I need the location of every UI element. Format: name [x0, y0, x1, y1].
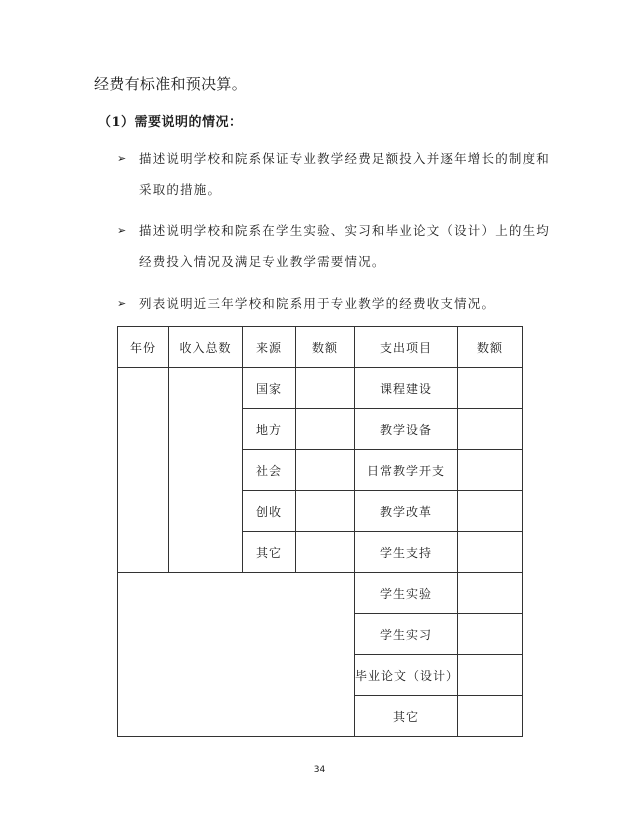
amount-cell [296, 450, 355, 491]
budget-table [117, 326, 523, 737]
arrow-bullet-icon: ➢ [117, 297, 128, 310]
expense-item-cell: 日常教学开支 [355, 450, 458, 491]
header-cell-total-income: 收入总数 [169, 327, 243, 368]
arrow-bullet-icon: ➢ [117, 224, 128, 237]
header-cell-amount: 数额 [458, 327, 523, 368]
expense-item-cell: 教学改革 [355, 491, 458, 532]
source-cell: 国家 [243, 368, 296, 409]
bullet-text: 描述说明学校和院系保证专业教学经费足额投入并逐年增长的制度和采取的措施。 [139, 151, 551, 197]
total-income-cell [169, 368, 243, 573]
blank-merged-cell [118, 573, 355, 737]
bullet-item [117, 288, 557, 319]
source-cell: 社会 [243, 450, 296, 491]
source-cell: 地方 [243, 409, 296, 450]
amount-cell [458, 655, 523, 696]
table-row [118, 573, 523, 614]
arrow-bullet-icon: ➢ [117, 152, 128, 165]
amount-cell [458, 532, 523, 573]
header-cell-amount: 数额 [296, 327, 355, 368]
year-cell [118, 368, 169, 573]
expense-item-cell: 课程建设 [355, 368, 458, 409]
amount-cell [458, 450, 523, 491]
source-cell: 创收 [243, 491, 296, 532]
source-cell: 其它 [243, 532, 296, 573]
amount-cell [458, 409, 523, 450]
amount-cell [296, 368, 355, 409]
table-header-row [118, 327, 523, 368]
expense-item-cell: 毕业论文（设计） [355, 655, 458, 696]
bullet-item [117, 215, 557, 277]
table-row [118, 368, 523, 409]
expense-item-cell: 其它 [355, 696, 458, 737]
expense-item-cell: 学生实习 [355, 614, 458, 655]
amount-cell [458, 368, 523, 409]
header-cell-source: 来源 [243, 327, 296, 368]
expense-item-cell: 学生实验 [355, 573, 458, 614]
amount-cell [296, 409, 355, 450]
amount-cell [458, 573, 523, 614]
bullet-item [117, 143, 557, 205]
section-heading: 经费有标准和预决算。 [94, 75, 248, 93]
amount-cell [458, 696, 523, 737]
header-cell-year: 年份 [118, 327, 169, 368]
expense-item-cell: 教学设备 [355, 409, 458, 450]
page-number: 34 [313, 765, 326, 775]
amount-cell [458, 614, 523, 655]
header-cell-expense-item: 支出项目 [355, 327, 458, 368]
amount-cell [458, 491, 523, 532]
amount-cell [296, 532, 355, 573]
subsection-heading: （1）需要说明的情况： [98, 115, 243, 130]
expense-item-cell: 学生支持 [355, 532, 458, 573]
bullet-text: 列表说明近三年学校和院系用于专业教学的经费收支情况。 [139, 296, 496, 311]
amount-cell [296, 491, 355, 532]
bullet-text: 描述说明学校和院系在学生实验、实习和毕业论文（设计）上的生均经费投入情况及满足专业教学需要情况。 [139, 223, 551, 269]
